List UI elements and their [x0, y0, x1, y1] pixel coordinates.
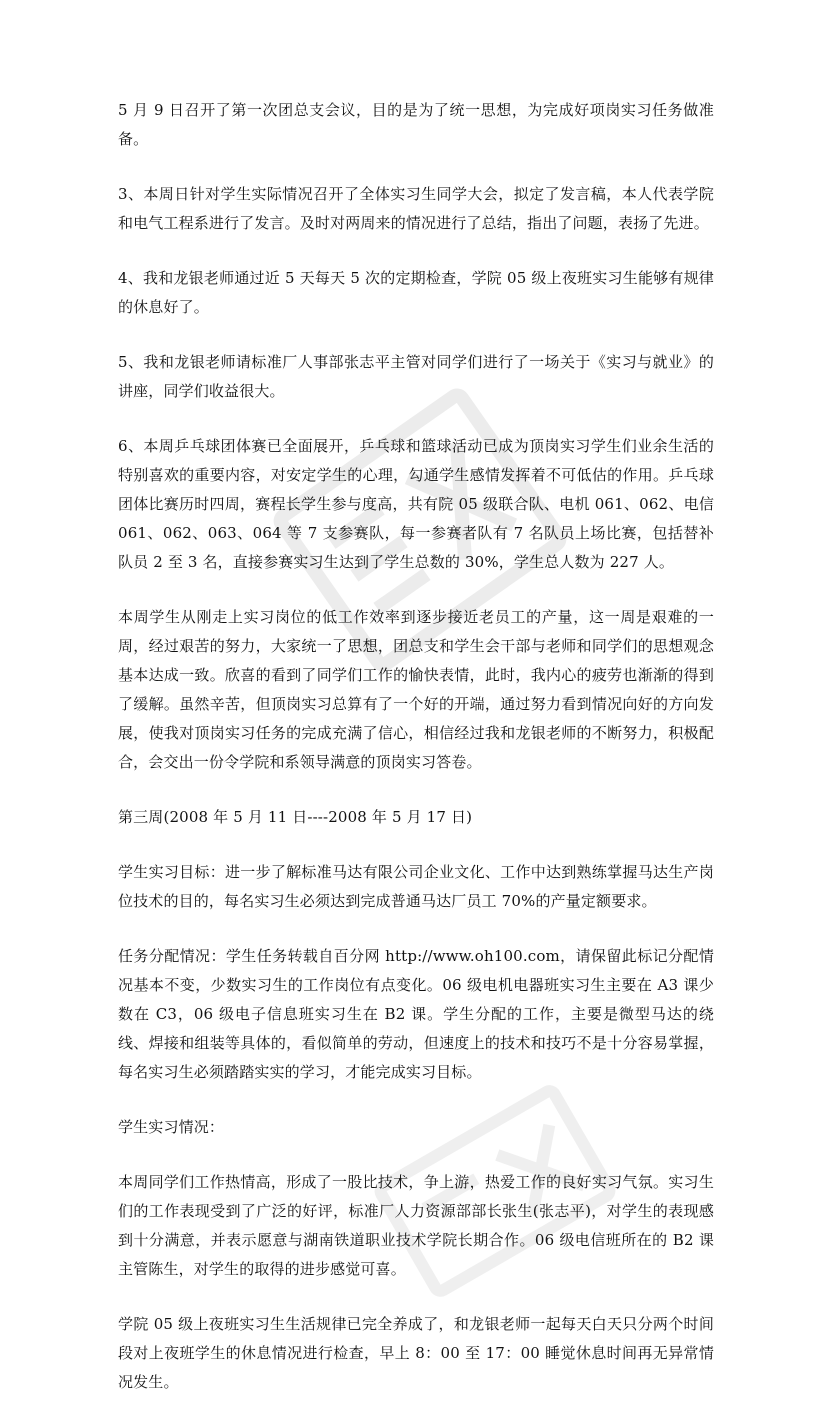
paragraph-item-5: 5、我和龙银老师请标准厂人事部张志平主管对同学们进行了一场关于《实习与就业》的讲座，同学们收益很大。 — [118, 353, 714, 400]
paragraph-work-performance: 本周同学们工作热情高，形成了一股比技术，争上游，热爱工作的良好实习气氛。实习生们的工作表现受到了广泛的好评，标准厂人力资源部部长张生(张志平)，对学生的表现感到十分满意，并表示愿意与湖南铁道职业技术学院长期合作。06 级电信班所在的 B2 课主管陈生，对学生的取得的进步感觉可喜。 — [118, 1173, 714, 1278]
paragraph-night-shift: 学院 05 级上夜班实习生生活规律已完全养成了，和龙银老师一起每天白天只分两个时间段对上夜班学生的休息情况进行检查，早上 8：00 至 17：00 睡觉休息时间再无异常情况发生。 — [118, 1315, 714, 1391]
paragraph-item-4: 4、我和龙银老师通过近 5 天每天 5 次的定期检查，学院 05 级上夜班实习生能够有规律的休息好了。 — [118, 269, 714, 316]
paragraph-item-3: 3、本周日针对学生实际情况召开了全体实习生同学大会，拟定了发言稿，本人代表学院和电气工程系进行了发言。及时对两周来的情况进行了总结，指出了问题，表扬了先进。 — [118, 185, 714, 232]
section-heading-week-3: 第三周(2008 年 5 月 11 日----2008 年 5 月 17 日) — [118, 808, 473, 826]
paragraph-item-6: 6、本周乒乓球团体赛已全面展开，乒乓球和篮球活动已成为顶岗实习学生们业余生活的特别喜欢的重要内容，对安定学生的心理，勾通学生感情发挥着不可低估的作用。乒乓球团体比赛历时四周，赛程长学生参与度高，共有院 05 级联合队、电机 061、062、电信 061、062、063、064 等 7 支参赛队，每一参赛者队有 7 名队员上场比赛，包括替补队员 2 至 3 名，直接参赛实习生达到了学生总数的 30%，学生总人数为 227 人。 — [118, 437, 714, 571]
paragraph-summary: 本周学生从刚走上实习岗位的低工作效率到逐步接近老员工的产量，这一周是艰难的一周，经过艰苦的努力，大家统一了思想，团总支和学生会干部与老师和同学们的思想观念基本达成一致。欣喜的看到了同学们工作的愉快表情，此时，我内心的疲劳也渐渐的得到了缓解。虽然辛苦，但顶岗实习总算有了一个好的开端，通过努力看到情况向好的方向发展，使我对顶岗实习任务的完成充满了信心，相信经过我和龙银老师的不断努力，积极配合，会交出一份令学院和系领导满意的顶岗实习答卷。 — [118, 608, 714, 771]
paragraph-goal: 学生实习目标：进一步了解标准马达有限公司企业文化、工作中达到熟练掌握马达生产岗位技术的目的，每名实习生必须达到完成普通马达厂员工 70%的产量定额要求。 — [118, 863, 714, 910]
document-body — [118, 96, 714, 1423]
paragraph-meeting: 5 月 9 日召开了第一次团总支会议，目的是为了统一思想，为完成好项岗实习任务做准备。 — [118, 101, 714, 148]
subheading-internship-status: 学生实习情况： — [118, 1118, 225, 1136]
paragraph-task-assignment: 任务分配情况：学生任务转载自百分网 http://www.oh100.com，请保留此标记分配情况基本不变，少数实习生的工作岗位有点变化。06 级电机电器班实习生主要在 A3 课少数在 C3，06 级电子信息班实习生在 B2 课。学生分配的工作，主要是微型马达的绕线、焊接和组装等具体的，看似简单的劳动，但速度上的技术和技巧不是十分容易掌握，每名实习生必须踏踏实实的学习，才能完成实习目标。 — [118, 947, 714, 1081]
